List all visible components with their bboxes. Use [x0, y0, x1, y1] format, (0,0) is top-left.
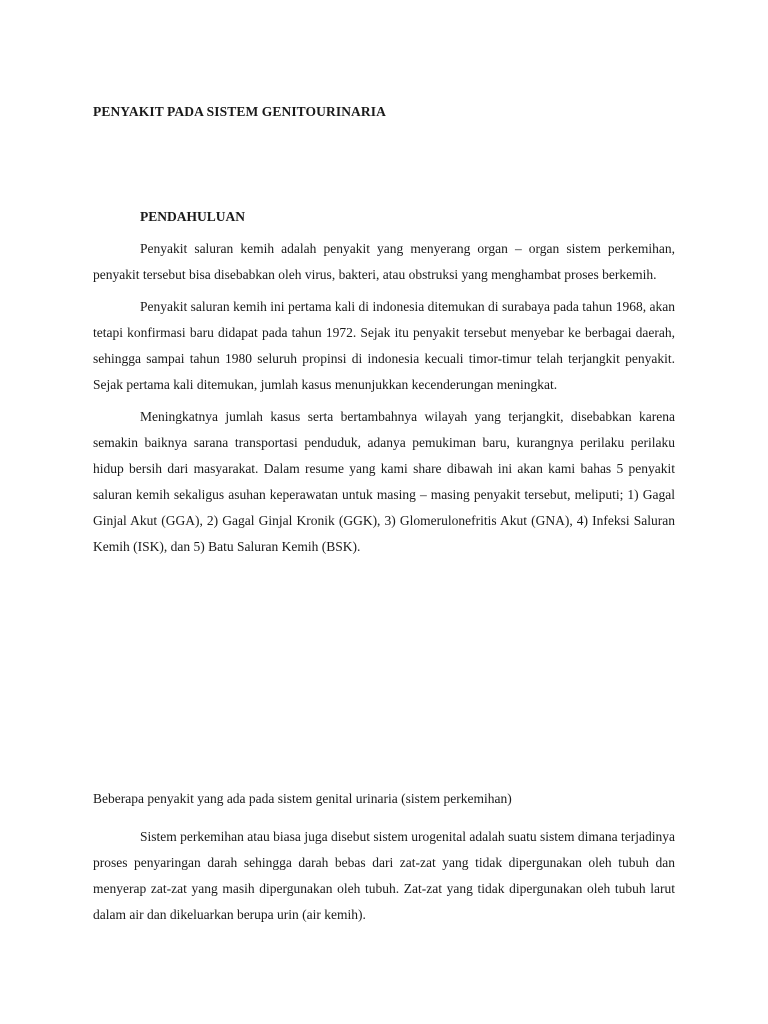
intro-paragraph-1: Penyakit saluran kemih adalah penyakit yang menyerang organ – organ sistem perkemihan, penyakit tersebut bisa disebabkan oleh virus, bakteri, atau obstruksi yang menghambat proses berkemih.	[93, 241, 675, 282]
intro-paragraph-3: Meningkatnya jumlah kasus serta bertambahnya wilayah yang terjangkit, disebabkan karena semakin baiknya sarana transportasi penduduk, adanya pemukiman baru, kurangnya perilaku perilaku hidup bersih dari masyarakat. Dalam resume yang kami share dibawah ini akan kami bahas 5 penyakit saluran kemih sekaligus asuhan keperawatan untuk masing – masing penyakit tersebut, meliputi; 1) Gagal Ginjal Akut (GGA), 2) Gagal Ginjal Kronik (GGK), 3) Glomerulonefritis Akut (GNA), 4) Infeksi Saluran Kemih (ISK), dan 5) Batu Saluran Kemih (BSK).	[93, 409, 675, 554]
system-paragraph: Sistem perkemihan atau biasa juga disebut sistem urogenital adalah suatu sistem dimana terjadinya proses penyaringan darah sehingga darah bebas dari zat-zat yang tidak dipergunakan oleh tubuh dan menyerap zat-zat yang masih dipergunakan oleh tubuh. Zat-zat yang tidak dipergunakan oleh tubuh larut dalam air dan dikeluarkan berupa urin (air kemih).	[93, 829, 675, 922]
subheading-diseases: Beberapa penyakit yang ada pada sistem genital urinaria (sistem perkemihan)	[93, 791, 512, 806]
document-title: PENYAKIT PADA SISTEM GENITOURINARIA	[93, 104, 386, 119]
intro-paragraph-2: Penyakit saluran kemih ini pertama kali di indonesia ditemukan di surabaya pada tahun 1968, akan tetapi konfirmasi baru didapat pada tahun 1972. Sejak itu penyakit tersebut menyebar ke berbagai daerah, sehingga sampai tahun 1980 seluruh propinsi di indonesia kecuali timor-timur telah terjangkit penyakit. Sejak pertama kali ditemukan, jumlah kasus menunjukkan kecenderungan meningkat.	[93, 299, 675, 392]
section-heading-pendahuluan: PENDAHULUAN	[140, 209, 246, 224]
system-section	[93, 824, 675, 934]
intro-section	[93, 236, 675, 566]
